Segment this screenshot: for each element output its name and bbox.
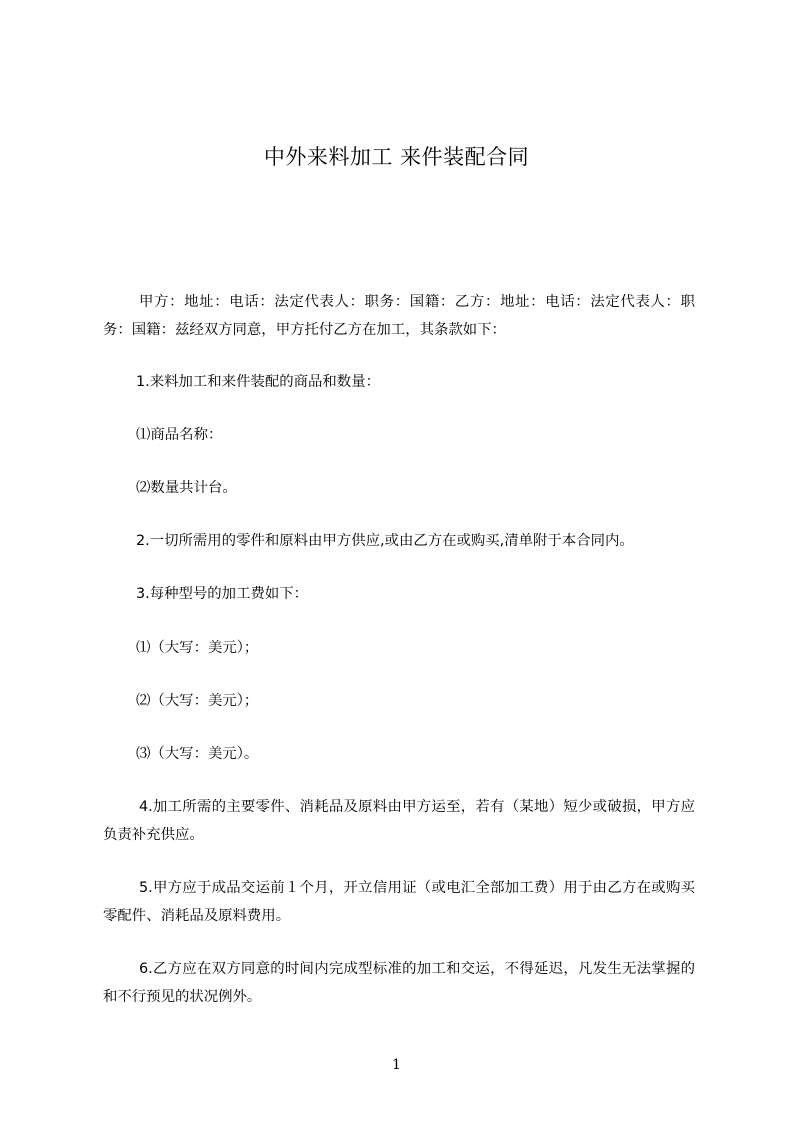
clause-3-item-1: ⑴（大写：美元）；	[136, 640, 259, 656]
clause-5: 5.甲方应于成品交运前１个月，开立信用证（或电汇全部加工费）用于由乙方在或购买零配件、消耗品及原料费用。	[103, 880, 695, 924]
clause-2: 2.一切所需用的零件和原料由甲方供应,或由乙方在或购买,清单附于本合同内。	[136, 533, 634, 549]
parties-paragraph: 甲方：地址：电话：法定代表人：职务：国籍：乙方：地址：电话：法定代表人：职务：国籍：兹经双方同意，甲方托付乙方在加工，其条款如下：	[103, 294, 695, 338]
clause-1-item-2: ⑵数量共计台。	[136, 480, 237, 496]
clause-3-heading: 3.每种型号的加工费如下：	[136, 586, 309, 602]
clause-3-item-3: ⑶（大写：美元）。	[136, 746, 259, 762]
clause-4: 4.加工所需的主要零件、消耗品及原料由甲方运至，若有（某地）短少或破损，甲方应负责补充供应。	[103, 799, 695, 843]
document-title: 中外来料加工 来件装配合同	[263, 145, 530, 169]
clause-6: 6.乙方应在双方同意的时间内完成型标准的加工和交运，不得延迟，凡发生无法掌握的和不行预见的状况例外。	[103, 961, 695, 1005]
page-number: 1	[392, 1057, 401, 1073]
clause-3-item-2: ⑵（大写：美元）；	[136, 693, 259, 709]
clause-1-heading: 1.来料加工和来件装配的商品和数量：	[136, 374, 380, 390]
clause-1-item-1: ⑴商品名称：	[136, 427, 223, 443]
